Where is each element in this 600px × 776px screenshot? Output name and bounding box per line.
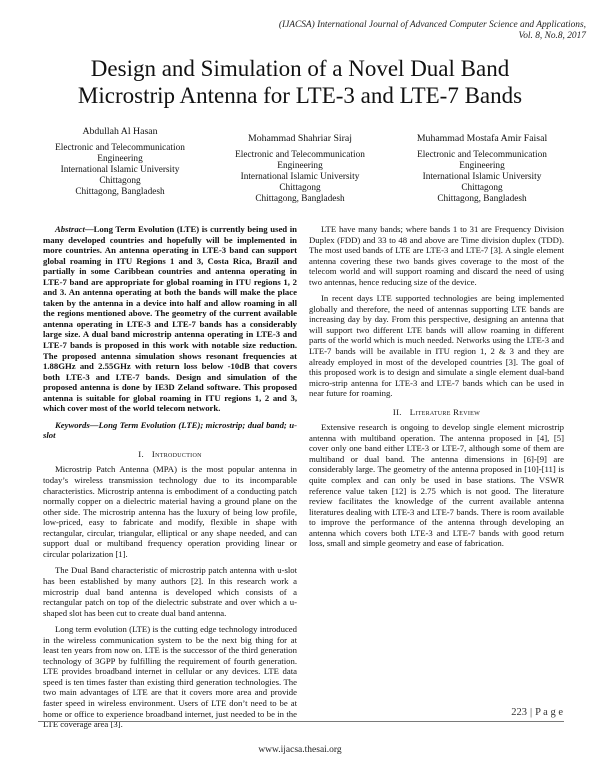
author-name: Mohammad Shahriar Siraj [248, 133, 352, 144]
author-affiliation: Chittagong [279, 183, 321, 193]
abstract-text: —Long Term Evolution (LTE) is currently being used in many developed countries and hopefully will be implemented in more countries. An antenna operating in LTE-3 band can support global roaming in ITU Regions 1 and 3, Costa Rica, Brazil and partially in some Caribbean countries and antenna operating in LTE-7 band are appropriate for global roaming in ITU regions 1, 2 and 3. An antenna operating at both the bands will make the place taken by the antenna in a device into half and allow roaming in all the regions mentioned above. The geometry of the current available antenna operating in LTE-3 and LTE-7 bands has a considerably large size. A dual band microstrip antenna operating in LTE-3 and LTE-7 bands is proposed in this work with notable size reduction. The proposed antenna simulation shows resonant frequencies at 1.88GHz and 2.55GHz with return loss below -10dB that covers both LTE-3 and LTE-7 bands. Design and simulation of the proposed antenna is done by IE3D Zeland software. This proposed antenna is suitable for global roaming in ITU regions 1, 2 and 3, which cover most of the world telecom network. [43, 224, 297, 414]
journal-volume: Vol. 8, No.8, 2017 [518, 31, 586, 41]
section-number: I. [138, 448, 144, 459]
section-title: Literature Review [409, 406, 481, 417]
author-affiliation: Electronic and Telecommunication [55, 143, 185, 153]
author-affiliation: International Islamic University [60, 165, 180, 175]
author-affiliation: Chittagong, Bangladesh [255, 194, 345, 204]
paragraph: Extensive research is ongoing to develop single element microstrip antenna with multiband operation. The antenna proposed in [4], [5] cover only one band either LTE-3 or LTE-7, although some of them are multiband or dual band. The antenna dimensions in [6]-[9] are considerably large. The geometry of the antenna proposed in [10]-[11] is quite complex and can only be used in base stations. The VSWR reference value taken [12] is 2.75 which is not good. The literature review facilitates the knowledge of the current available antenna literatures dealing with LTE-3 and LTE-7 bands. There is room available to improve the performance of the antenna through developing an antenna which covers both LTE-3 and LTE-7 bands with good return loss, small and simple geometry and ease of fabrication. [309, 422, 564, 549]
author-affiliation: Engineering [277, 161, 323, 171]
page-number-value: 223 [511, 707, 527, 718]
author-affiliation: Chittagong, Bangladesh [437, 194, 527, 204]
journal-header [206, 20, 586, 42]
author-affiliation: International Islamic University [240, 172, 360, 182]
footer-divider [38, 721, 564, 722]
footer-url: www.ijacsa.thesai.org [258, 745, 342, 755]
author-affiliation: Electronic and Telecommunication [417, 150, 547, 160]
author-block [402, 133, 562, 205]
paragraph: The Dual Band characteristic of microstrip patch antenna with u-slot has been established by many authors [2]. In this research work a microstrip dual band antenna is developed which consists of a rectangular patch on top of the dielectric substrate and over which a u-shaped slot has been cut to create dual band antenna. [43, 565, 297, 618]
page-label: P a g e [535, 707, 563, 718]
keywords: Keywords—Long Term Evolution (LTE); microstrip; dual band; u-slot [43, 419, 297, 441]
abstract [43, 224, 297, 414]
paragraph: LTE have many bands; where bands 1 to 31 are Frequency Division Duplex (FDD) and 33 to 48 and above are Time division duplex (TDD). The most used bands of LTE are LTE-3 and LTE-7 [3]. A single element antenna covering these two bands gives coverage to the most of the telecom world and will support roaming and discard the need of using two antennas, hence reducing size of the device. [309, 224, 564, 287]
right-column [309, 224, 564, 555]
section-number: II. [392, 406, 402, 417]
author-affiliation: International Islamic University [422, 172, 542, 182]
section-heading-literature-review [309, 407, 564, 418]
section-title: Introduction [151, 448, 202, 459]
left-column [43, 224, 297, 736]
paragraph: Long term evolution (LTE) is the cutting edge technology introduced in the wireless communication system to be the next big thing for at least ten years from now on. LTE is the successor of the third generation technology of 3GPP by fulfilling the requirement of fourth generation. LTE provides broadband internet in cellular or any devices. LTE data speed is ten times faster than existing third generation technologies. The two main advantages of LTE are that it covers more area and provide faster speed in wireless environment. Users of LTE don’t need to be at home or office to experience broadband internet, just needed to be in the LTE coverage area [3]. [43, 624, 297, 730]
author-affiliation: Chittagong [461, 183, 503, 193]
title-line-1: Design and Simulation of a Novel Dual Band [90, 56, 510, 81]
author-affiliation: Chittagong [99, 176, 141, 186]
paper-title [40, 55, 560, 109]
abstract-label: Abstract [55, 224, 85, 234]
author-affiliation: Electronic and Telecommunication [235, 150, 365, 160]
author-affiliation: Engineering [97, 154, 143, 164]
paragraph: Microstrip Patch Antenna (MPA) is the most popular antenna in today’s wireless transmission technology due to its incomparable characteristics. Microstrip antenna is embodiment of a conducting patch normally copper on a dielectric material having a ground plane on the other side. The microstrip antenna has the luxury of being low profile, low-priced, easy to fabricate and modify, flexible in shape with rectangular, circular, triangular, elliptical or any shape needed, and can support dual or multiband frequency operation providing linear or circular polarization [1]. [43, 464, 297, 559]
author-block [45, 126, 195, 198]
author-name: Muhammad Mostafa Amir Faisal [416, 133, 548, 144]
paragraph: In recent days LTE supported technologies are being implemented globally and therefore, the need of antennas supporting LTE bands are increasing day by day. From this perspective, designing an antenna that will support two different LTE bands will allow roaming in different parts of the world which is much needed. Networks using the LTE-3 and LTE-7 bands will be available in ITU region 1, 2 & 3 and they are already employed in most of the developed countries [3]. The goal of this proposed work is to design and simulate a single element dual-band micro-strip antenna for LTE-3 and LTE-7 bands which can be used in near future for roaming. [309, 293, 564, 399]
page-number: 223 | P a g e [511, 707, 563, 718]
author-affiliation: Engineering [459, 161, 505, 171]
author-affiliation: Chittagong, Bangladesh [75, 187, 165, 197]
journal-name: (IJACSA) International Journal of Advanced Computer Science and Applications, [278, 20, 586, 30]
author-block [225, 133, 375, 205]
title-line-2: Microstrip Antenna for LTE-3 and LTE-7 Bands [77, 83, 523, 108]
section-heading-introduction [43, 449, 297, 460]
author-name: Abdullah Al Hasan [82, 126, 158, 137]
